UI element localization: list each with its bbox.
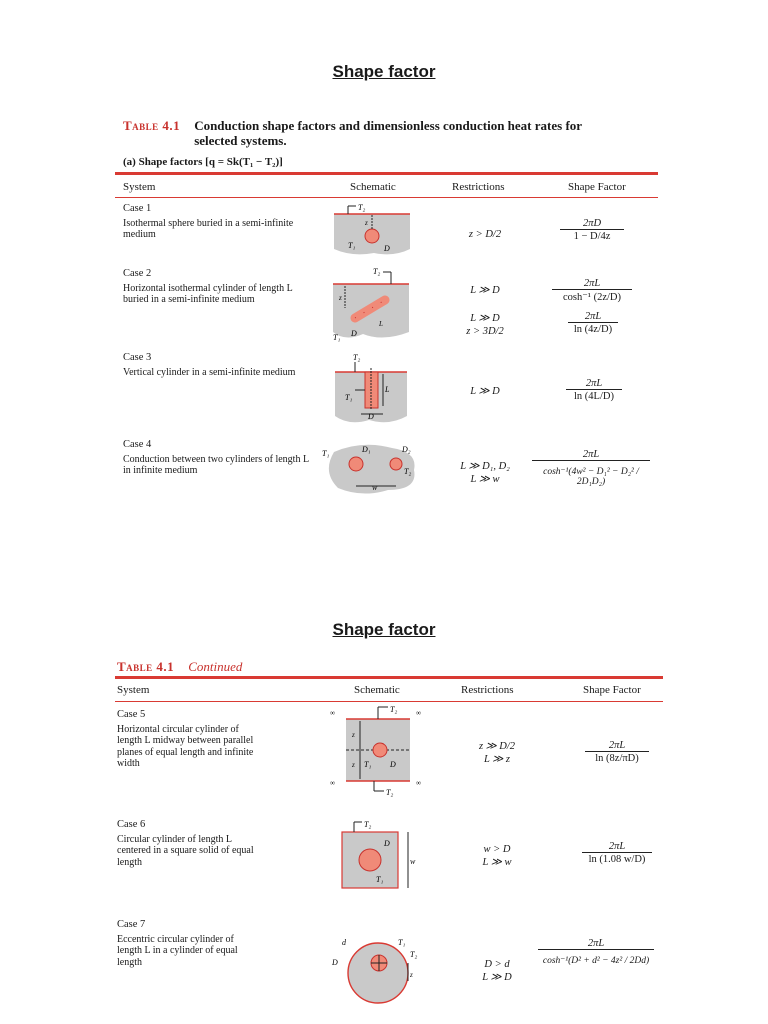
page-title-2: Shape factor — [332, 620, 436, 639]
schematic-case-7 — [332, 935, 422, 1013]
denominator: cosh⁻¹(D² + d² − 4z² / 2Dd) — [538, 949, 654, 966]
case-label: Case 1 — [123, 203, 152, 214]
restriction-line: L ≫ D₁, D₂ — [460, 461, 510, 472]
svg-text:D: D — [351, 329, 357, 338]
svg-text:D₁: D₁ — [362, 445, 371, 454]
denominator: cosh⁻¹(4w² − D₁² − D₂² / 2D₁D₂) — [532, 460, 650, 487]
shape-factor-case-6 — [582, 841, 652, 865]
restriction-line: L ≫ D — [482, 972, 512, 983]
svg-text:T₁: T₁ — [345, 393, 353, 402]
svg-text:∞: ∞ — [416, 709, 421, 717]
table-label: Table 4.1 — [123, 118, 181, 133]
col-header-shape-factor-2: Shape Factor — [583, 684, 641, 696]
svg-text:T₁: T₁ — [333, 333, 341, 342]
restriction-case-5 — [464, 740, 530, 766]
restriction-case-2: L ≫ D — [470, 285, 500, 296]
restriction-line: L ≫ z — [484, 754, 510, 765]
denominator: ln (8z/πD) — [585, 751, 649, 764]
svg-text:T₂: T₂ — [373, 267, 381, 276]
case-6 — [117, 819, 257, 868]
numerator: 2πL — [583, 278, 601, 289]
col-header-schematic-2: Schematic — [354, 684, 400, 696]
schematic-case-6 — [336, 818, 420, 894]
case-description: Circular cylinder of length L centered in a square solid of equal length — [117, 833, 254, 868]
schematic-case-1 — [334, 203, 410, 259]
restriction-line: w > D — [483, 844, 511, 855]
svg-text:T₂: T₂ — [353, 353, 361, 362]
shape-factor-case-4 — [532, 449, 650, 487]
shape-factor-case-1 — [560, 218, 624, 242]
denominator: cosh⁻¹ (2z/D) — [552, 289, 632, 303]
shape-factor-case-7 — [538, 938, 654, 966]
table-caption-text: Conduction shape factors and dimensionless conduction heat rates for selected systems. — [194, 118, 582, 148]
col-header-system: System — [123, 181, 156, 193]
case-label: Case 4 — [123, 439, 152, 450]
case-description: Vertical cylinder in a semi-infinite medium — [123, 366, 296, 378]
table-top-rule — [115, 172, 658, 175]
svg-text:D: D — [368, 412, 374, 421]
restriction-line: L ≫ D — [470, 313, 500, 324]
schematic-case-3 — [335, 352, 407, 426]
case-label: Case 6 — [117, 819, 146, 830]
case-description: Conduction between two cylinders of length L in infinite medium — [123, 453, 309, 476]
svg-text:D: D — [384, 839, 390, 848]
svg-text:D: D — [332, 958, 338, 967]
svg-text:z: z — [352, 731, 355, 739]
restriction-case-4 — [452, 460, 518, 486]
case-label: Case 7 — [117, 919, 146, 930]
shape-factor-case-3 — [566, 378, 622, 402]
svg-text:L: L — [379, 320, 383, 328]
case-description: Eccentric circular cylinder of length L in a cylinder of equal length — [117, 933, 238, 968]
col-header-schematic: Schematic — [350, 181, 396, 193]
case-4 — [123, 439, 313, 477]
svg-text:L: L — [385, 385, 390, 394]
schematic-case-4 — [322, 440, 420, 496]
svg-text:T₂: T₂ — [404, 467, 412, 476]
case-description: Isothermal sphere buried in a semi-infinite medium — [123, 217, 294, 240]
svg-text:T₂: T₂ — [358, 203, 366, 212]
svg-text:T₁: T₁ — [398, 938, 406, 947]
denominator: ln (4z/D) — [568, 322, 618, 335]
col-header-restrictions-2: Restrictions — [461, 684, 514, 696]
numerator: 2πD — [582, 218, 602, 229]
numerator: 2πL — [582, 449, 600, 460]
col-header-system-2: System — [117, 684, 150, 696]
case-7 — [117, 919, 257, 968]
restriction-case-6 — [464, 843, 530, 869]
numerator: 2πL — [584, 311, 602, 322]
table-caption-1 — [123, 118, 643, 148]
svg-text:w: w — [410, 857, 416, 866]
svg-text:T₂: T₂ — [390, 705, 398, 714]
col-header-shape-factor: Shape Factor — [568, 181, 626, 193]
case-2 — [123, 268, 313, 306]
svg-text:T₁: T₁ — [364, 760, 372, 769]
svg-text:∞: ∞ — [416, 779, 421, 787]
svg-text:w: w — [372, 483, 378, 492]
svg-text:T₂: T₂ — [410, 950, 418, 959]
restriction-line: L ≫ w — [470, 474, 500, 485]
numerator: 2πL — [585, 378, 603, 389]
svg-text:∞: ∞ — [330, 779, 335, 787]
svg-text:D₂: D₂ — [402, 445, 411, 454]
numerator: 2πL — [608, 740, 626, 751]
col-header-restrictions: Restrictions — [452, 181, 505, 193]
restriction-line: z > 3D/2 — [466, 326, 504, 337]
restriction-case-2b — [455, 312, 515, 338]
svg-text:T₁: T₁ — [348, 241, 356, 250]
schematic-case-2 — [333, 266, 409, 342]
case-1 — [123, 203, 313, 241]
shape-factor-case-2 — [552, 278, 632, 303]
restriction-case-3: L ≫ D — [470, 386, 500, 397]
restriction-line: L ≫ w — [482, 857, 512, 868]
denominator: ln (1.08 w/D) — [582, 852, 652, 865]
table-top-rule-2 — [115, 676, 663, 679]
table-header-rule — [115, 197, 658, 198]
svg-text:T₁: T₁ — [376, 875, 384, 884]
case-description: Horizontal circular cylinder of length L midway between parallel planes of equal length and infinite width — [117, 723, 254, 769]
svg-text:z: z — [352, 761, 355, 769]
table-caption-2 — [117, 659, 242, 674]
case-3 — [123, 352, 313, 378]
shape-factor-case-5 — [585, 740, 649, 764]
table-subheading: (a) Shape factors [q = Sk(T₁ − T₂)] — [123, 156, 283, 168]
table-header-rule-2 — [115, 701, 663, 702]
table-caption-text: Continued — [188, 659, 243, 674]
case-label: Case 3 — [123, 352, 152, 363]
schematic-case-5 — [328, 705, 430, 797]
case-5 — [117, 709, 257, 770]
svg-text:z: z — [410, 971, 413, 979]
svg-text:z: z — [339, 294, 342, 302]
svg-text:D: D — [384, 244, 390, 253]
svg-text:T₂: T₂ — [364, 820, 372, 829]
case-description: Horizontal isothermal cylinder of length L buried in a semi-infinite medium — [123, 282, 293, 305]
denominator: ln (4L/D) — [566, 389, 622, 402]
numerator: 2πL — [608, 841, 626, 852]
svg-text:D: D — [390, 760, 396, 769]
page-title-1: Shape factor — [332, 62, 436, 81]
restriction-case-1: z > D/2 — [468, 229, 502, 240]
svg-text:∞: ∞ — [330, 709, 335, 717]
case-label: Case 5 — [117, 709, 146, 720]
restriction-line: z ≫ D/2 — [478, 741, 516, 752]
svg-text:T₂: T₂ — [386, 788, 394, 797]
case-label: Case 2 — [123, 268, 152, 279]
restriction-case-7 — [464, 958, 530, 984]
svg-text:z: z — [365, 219, 368, 227]
denominator: 1 − D/4z — [560, 229, 624, 242]
table-label: Table 4.1 — [117, 659, 175, 674]
svg-text:d: d — [342, 938, 346, 947]
shape-factor-case-2b — [568, 311, 618, 335]
restriction-line: D > d — [484, 959, 510, 970]
svg-text:T₁: T₁ — [322, 449, 330, 458]
numerator: 2πL — [587, 938, 605, 949]
